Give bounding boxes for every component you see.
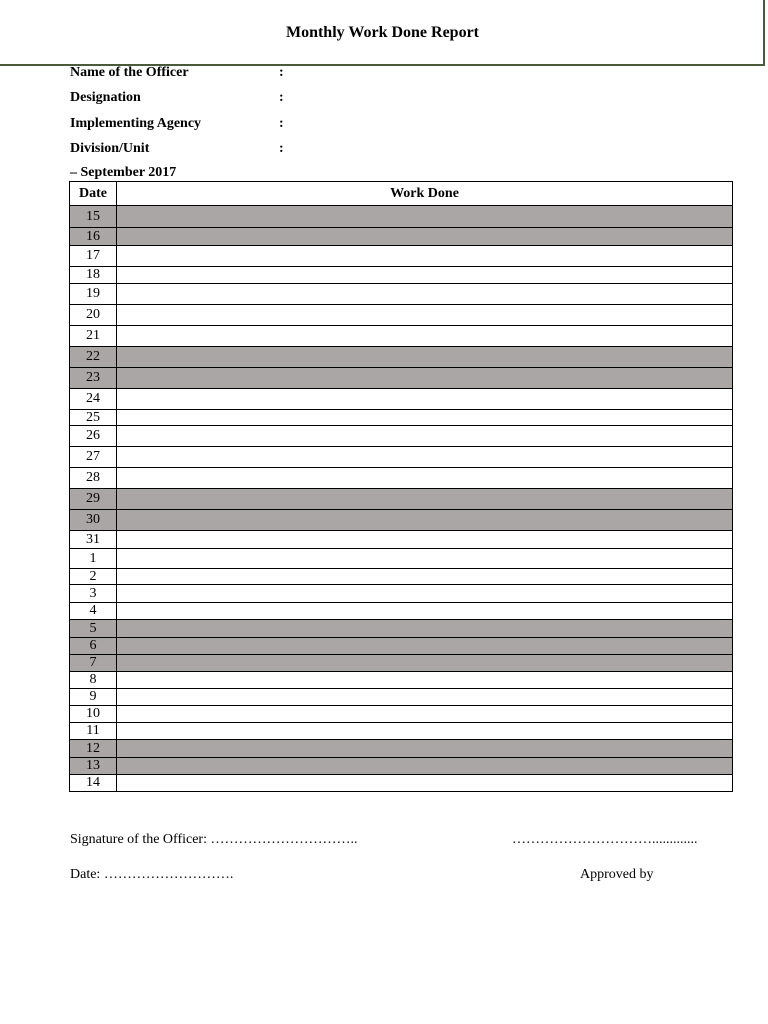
date-cell: 19 (70, 284, 117, 305)
date-cell: 17 (70, 246, 117, 267)
info-label: Implementing Agency (70, 116, 202, 131)
date-cell: 26 (70, 426, 117, 447)
work-done-cell[interactable] (117, 689, 733, 706)
approver-signature-line: …………………………............. (512, 832, 698, 847)
date-column-header: Date (70, 182, 117, 206)
date-cell: 2 (70, 569, 117, 585)
table-row (70, 689, 733, 706)
table-row (70, 655, 733, 672)
table-row (70, 569, 733, 585)
table-row (70, 620, 733, 638)
work-done-cell[interactable] (117, 305, 733, 326)
work-done-cell[interactable] (117, 267, 733, 284)
table-row (70, 672, 733, 689)
work-done-cell[interactable] (117, 246, 733, 267)
table-row (70, 510, 733, 531)
work-done-cell[interactable] (117, 447, 733, 468)
date-cell: 21 (70, 326, 117, 347)
work-done-cell[interactable] (117, 368, 733, 389)
work-done-cell[interactable] (117, 326, 733, 347)
work-done-cell[interactable] (117, 758, 733, 775)
info-separator: : (279, 141, 284, 156)
table-row (70, 585, 733, 603)
info-separator: : (279, 65, 284, 80)
date-cell: 11 (70, 723, 117, 740)
table-row (70, 389, 733, 410)
date-cell: 22 (70, 347, 117, 368)
date-cell: 9 (70, 689, 117, 706)
work-done-cell[interactable] (117, 284, 733, 305)
table-row (70, 706, 733, 723)
table-row (70, 368, 733, 389)
info-label: Name of the Officer (70, 65, 189, 80)
date-cell: 10 (70, 706, 117, 723)
info-row-division (70, 141, 284, 157)
work-done-cell[interactable] (117, 585, 733, 603)
work-done-cell[interactable] (117, 510, 733, 531)
work-done-cell[interactable] (117, 206, 733, 228)
work-done-cell[interactable] (117, 489, 733, 510)
date-cell: 6 (70, 638, 117, 655)
page-title: Monthly Work Done Report (285, 24, 480, 41)
work-done-cell[interactable] (117, 723, 733, 740)
work-done-cell[interactable] (117, 426, 733, 447)
table-row (70, 410, 733, 426)
work-done-cell[interactable] (117, 706, 733, 723)
table-row (70, 775, 733, 792)
date-cell: 23 (70, 368, 117, 389)
date-cell: 1 (70, 549, 117, 569)
table-row (70, 758, 733, 775)
date-cell: 15 (70, 206, 117, 228)
date-cell: 12 (70, 740, 117, 758)
table-row (70, 326, 733, 347)
date-cell: 3 (70, 585, 117, 603)
table-row (70, 638, 733, 655)
date-cell: 27 (70, 447, 117, 468)
info-label: Designation (70, 90, 141, 105)
date-cell: 28 (70, 468, 117, 489)
work-done-cell[interactable] (117, 603, 733, 620)
approved-by-label: Approved by (580, 867, 654, 882)
date-cell: 29 (70, 489, 117, 510)
date-cell: 13 (70, 758, 117, 775)
work-done-cell[interactable] (117, 569, 733, 585)
work-done-cell[interactable] (117, 389, 733, 410)
table-row (70, 549, 733, 569)
info-row-agency (70, 116, 284, 132)
date-cell: 14 (70, 775, 117, 792)
table-row (70, 228, 733, 246)
date-cell: 20 (70, 305, 117, 326)
info-row-officer-name (70, 65, 284, 81)
work-done-table (69, 181, 733, 792)
work-done-cell[interactable] (117, 347, 733, 368)
table-row (70, 246, 733, 267)
info-label: Division/Unit (70, 141, 150, 156)
table-header-row (70, 182, 733, 206)
work-done-cell[interactable] (117, 410, 733, 426)
work-done-cell[interactable] (117, 655, 733, 672)
date-cell: 5 (70, 620, 117, 638)
table-row (70, 347, 733, 368)
work-done-cell[interactable] (117, 468, 733, 489)
table-row (70, 206, 733, 228)
info-separator: : (279, 90, 284, 105)
table-row (70, 305, 733, 326)
table-row (70, 426, 733, 447)
table-row (70, 267, 733, 284)
work-done-cell[interactable] (117, 620, 733, 638)
table-row (70, 603, 733, 620)
table-row (70, 531, 733, 549)
table-row (70, 468, 733, 489)
work-done-cell[interactable] (117, 740, 733, 758)
officer-signature-line: Signature of the Officer: ………………………….. (70, 832, 358, 847)
date-cell: 7 (70, 655, 117, 672)
month-line: – September 2017 (70, 165, 177, 180)
info-separator: : (279, 116, 284, 131)
date-cell: 4 (70, 603, 117, 620)
work-done-cell[interactable] (117, 775, 733, 792)
date-cell: 31 (70, 531, 117, 549)
date-cell: 30 (70, 510, 117, 531)
table-row (70, 447, 733, 468)
work-done-cell[interactable] (117, 549, 733, 569)
table-row (70, 740, 733, 758)
date-cell: 24 (70, 389, 117, 410)
date-line: Date: ………………………. (70, 867, 234, 882)
work-done-cell[interactable] (117, 228, 733, 246)
work-done-cell[interactable] (117, 672, 733, 689)
table-row (70, 489, 733, 510)
work-done-cell[interactable] (117, 638, 733, 655)
work-column-header: Work Done (117, 182, 733, 206)
table-row (70, 723, 733, 740)
date-cell: 8 (70, 672, 117, 689)
date-cell: 16 (70, 228, 117, 246)
table-row (70, 284, 733, 305)
date-cell: 18 (70, 267, 117, 284)
info-row-designation (70, 90, 284, 106)
date-cell: 25 (70, 410, 117, 426)
work-done-cell[interactable] (117, 531, 733, 549)
